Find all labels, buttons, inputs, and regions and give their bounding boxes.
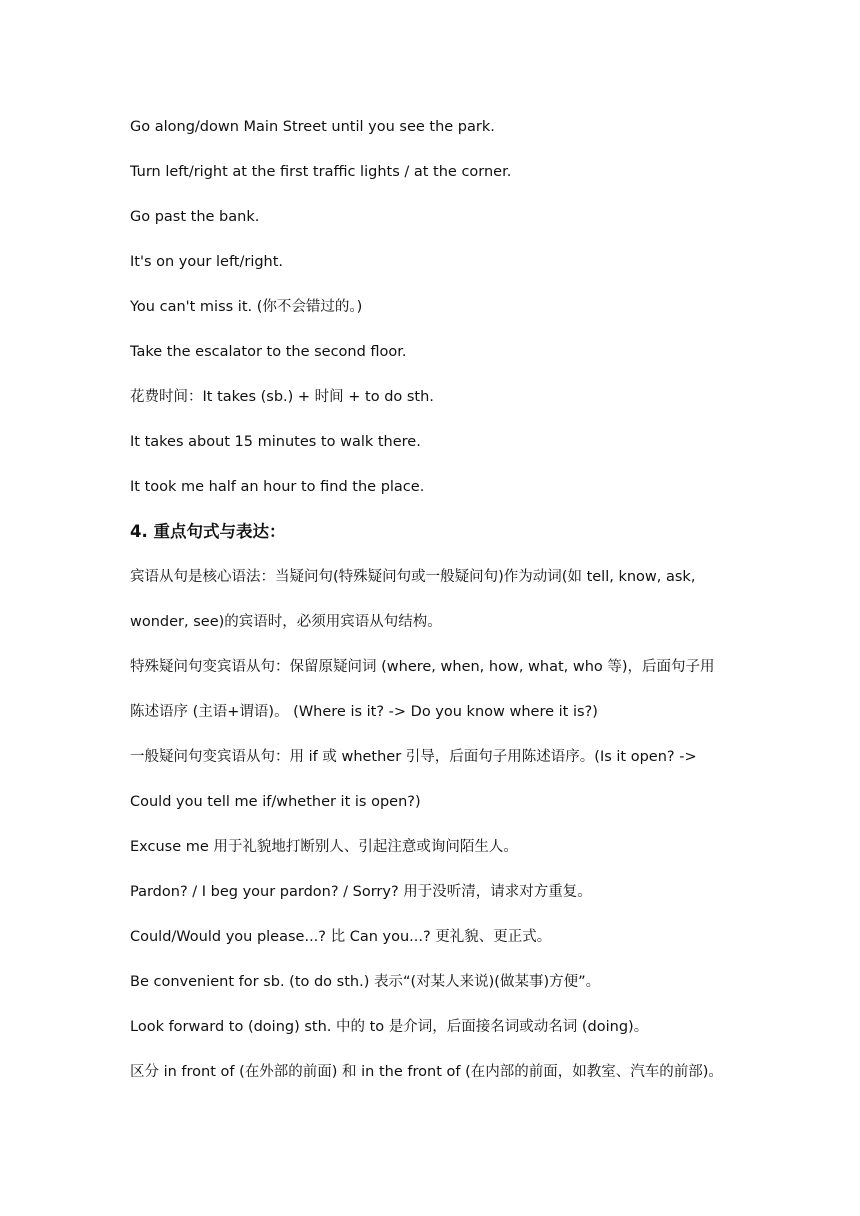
text-line: 特殊疑问句变宾语从句：保留原疑问词 (where, when, how, what, who 等)，后面句子用 (130, 659, 715, 675)
text-line: Turn left/right at the first traffic lights / at the corner. (130, 164, 512, 180)
text-line: It takes about 15 minutes to walk there. (130, 434, 421, 450)
text-line: Go along/down Main Street until you see the park. (130, 119, 495, 135)
text-line: 一般疑问句变宾语从句：用 if 或 whether 引导，后面句子用陈述语序。(Is it open? -> (130, 749, 697, 765)
text-line: Excuse me 用于礼貌地打断别人、引起注意或询问陌生人。 (130, 839, 518, 855)
text-line: 宾语从句是核心语法：当疑问句(特殊疑问句或一般疑问句)作为动词(如 tell, know, ask, (130, 569, 696, 585)
text-line: It's on your left/right. (130, 254, 284, 270)
text-line: Could you tell me if/whether it is open?) (130, 794, 421, 810)
text-line: Could/Would you please...? 比 Can you...? 更礼貌、更正式。 (130, 929, 552, 945)
text-line: wonder, see)的宾语时，必须用宾语从句结构。 (130, 614, 442, 630)
text-line: 花费时间：It takes (sb.) + 时间 + to do sth. (130, 389, 434, 405)
text-line: It took me half an hour to find the place. (130, 479, 425, 495)
text-line: You can't miss it. (你不会错过的。) (130, 299, 363, 315)
text-line: Be convenient for sb. (to do sth.) 表示“(对某人来说)(做某事)方便”。 (130, 974, 601, 990)
text-line: Pardon? / I beg your pardon? / Sorry? 用于没听清，请求对方重复。 (130, 884, 592, 900)
text-line: Look forward to (doing) sth. 中的 to 是介词，后面接名词或动名词 (doing)。 (130, 1019, 649, 1035)
text-line: Take the escalator to the second floor. (130, 344, 407, 360)
text-line: 区分 in front of (在外部的前面) 和 in the front of (在内部的前面，如教室、汽车的前部)。 (130, 1064, 723, 1080)
section-heading: 4. 重点句式与表达： (130, 522, 286, 541)
text-line: 陈述语序 (主语+谓语)。 (Where is it? -> Do you know where it is?) (130, 704, 598, 720)
text-line: Go past the bank. (130, 209, 260, 225)
